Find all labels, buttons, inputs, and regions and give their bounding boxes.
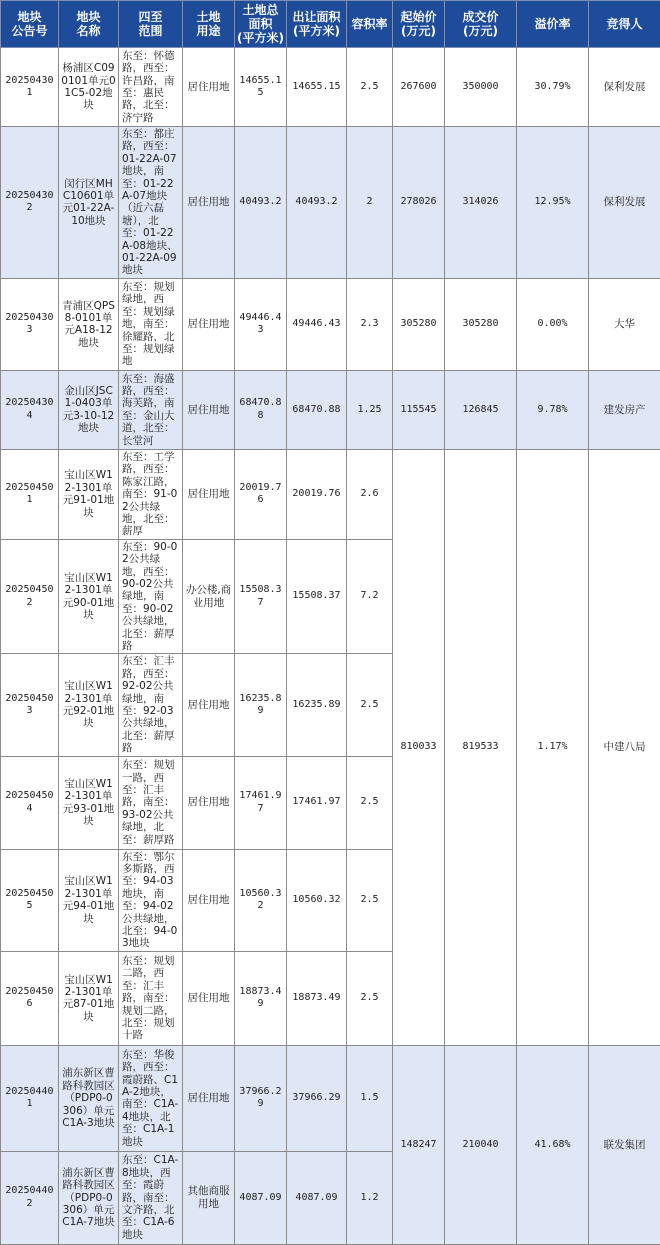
deal-price-cell: 314026 bbox=[445, 127, 517, 279]
total-area-cell: 18873.49 bbox=[235, 951, 287, 1045]
header-line: (万元) bbox=[447, 24, 514, 38]
boundaries-cell: 东至：海盛路，西至：海芙路，南至：金山大道，北至：长堂河 bbox=[119, 370, 183, 449]
winner-cell: 中建八局 bbox=[589, 449, 660, 1045]
header-line: 地块 bbox=[61, 10, 116, 24]
header-boundaries bbox=[119, 1, 183, 48]
announcement-no-cell: 202504504 bbox=[1, 756, 59, 849]
header-line: 容积率 bbox=[349, 17, 390, 31]
total-area-cell: 49446.43 bbox=[235, 278, 287, 370]
announcement-no-cell: 202504503 bbox=[1, 654, 59, 756]
transfer-area-cell: 15508.37 bbox=[287, 539, 347, 654]
premium-rate-cell: 0.00% bbox=[517, 278, 589, 370]
deal-price-cell: 350000 bbox=[445, 48, 517, 127]
announcement-no-cell: 202504301 bbox=[1, 48, 59, 127]
header-deal-price bbox=[445, 1, 517, 48]
header-line: 成交价 bbox=[447, 10, 514, 24]
announcement-no-cell: 202504506 bbox=[1, 951, 59, 1045]
winner-cell: 大华 bbox=[589, 278, 660, 370]
land-use-cell: 居住用地 bbox=[183, 449, 235, 539]
header-line: 名称 bbox=[61, 24, 116, 38]
header-line: 土地总 bbox=[237, 3, 284, 17]
parcel-name-cell: 宝山区W12-1301单元93-01地块 bbox=[59, 756, 119, 849]
boundaries-cell: 东至：规划二路，西至：汇丰路，南至：规划二路，北至：规划十路 bbox=[119, 951, 183, 1045]
far-cell: 1.5 bbox=[347, 1045, 393, 1151]
parcel-name-cell: 金山区JSC1-0403单元3-10-12地块 bbox=[59, 370, 119, 449]
parcel-name-cell: 杨浦区C090101单元01C5-02地块 bbox=[59, 48, 119, 127]
transfer-area-cell: 68470.88 bbox=[287, 370, 347, 449]
start-price-cell: 267600 bbox=[393, 48, 445, 127]
boundaries-cell: 东至：华俊路，西至：霞蔚路、C1A-2地块，南至：C1A-4地块，北至：C1A-1地块 bbox=[119, 1045, 183, 1151]
header-line: 溢价率 bbox=[519, 17, 586, 31]
header-start-price bbox=[393, 1, 445, 48]
boundaries-cell: 东至：汇丰路，西至：92-02公共绿地，南至：92-03公共绿地，北至：薪厚路 bbox=[119, 654, 183, 756]
winner-cell: 保利发展 bbox=[589, 48, 660, 127]
far-cell: 2.3 bbox=[347, 278, 393, 370]
winner-cell: 保利发展 bbox=[589, 127, 660, 279]
parcel-name-cell: 宝山区W12-1301单元92-01地块 bbox=[59, 654, 119, 756]
far-cell: 2.6 bbox=[347, 449, 393, 539]
parcel-name-cell: 宝山区W12-1301单元91-01地块 bbox=[59, 449, 119, 539]
parcel-name-cell: 闵行区MHC10601单元01-22A-10地块 bbox=[59, 127, 119, 279]
far-cell: 2.5 bbox=[347, 756, 393, 849]
table-row bbox=[1, 278, 660, 370]
transfer-area-cell: 4087.09 bbox=[287, 1151, 347, 1244]
boundaries-cell: 东至：90-02公共绿地，西至：90-02公共绿地，南至：90-02公共绿地，北至：薪厚路 bbox=[119, 539, 183, 654]
far-cell: 2.5 bbox=[347, 654, 393, 756]
start-price-cell: 305280 bbox=[393, 278, 445, 370]
header-transfer-area bbox=[287, 1, 347, 48]
far-cell: 2.5 bbox=[347, 48, 393, 127]
premium-rate-cell: 41.68% bbox=[517, 1045, 589, 1244]
winner-cell: 联发集团 bbox=[589, 1045, 660, 1244]
total-area-cell: 16235.89 bbox=[235, 654, 287, 756]
header-line: 土地 bbox=[185, 10, 232, 24]
header-line: (平方米) bbox=[237, 31, 284, 45]
header-line: 起始价 bbox=[395, 10, 442, 24]
premium-rate-cell: 30.79% bbox=[517, 48, 589, 127]
header-line: 用途 bbox=[185, 24, 232, 38]
header-line: 竞得人 bbox=[591, 17, 658, 31]
land-use-cell: 居住用地 bbox=[183, 951, 235, 1045]
land-use-cell: 居住用地 bbox=[183, 278, 235, 370]
transfer-area-cell: 49446.43 bbox=[287, 278, 347, 370]
deal-price-cell: 210040 bbox=[445, 1045, 517, 1244]
announcement-no-cell: 202504502 bbox=[1, 539, 59, 654]
header-line: 地块 bbox=[3, 10, 56, 24]
boundaries-cell: 东至：规划绿地，西至：规划绿地，南至：徐耀路，北至：规划绿地 bbox=[119, 278, 183, 370]
header-total-area bbox=[235, 1, 287, 48]
far-cell: 2.5 bbox=[347, 951, 393, 1045]
table-row bbox=[1, 1045, 660, 1151]
far-cell: 2.5 bbox=[347, 849, 393, 951]
header-land-use bbox=[183, 1, 235, 48]
start-price-cell: 115545 bbox=[393, 370, 445, 449]
header-far bbox=[347, 1, 393, 48]
parcel-name-cell: 宝山区W12-1301单元87-01地块 bbox=[59, 951, 119, 1045]
transfer-area-cell: 20019.76 bbox=[287, 449, 347, 539]
header-line: 四至 bbox=[121, 10, 180, 24]
parcel-name-cell: 浦东新区曹路科教园区（PDP0-0306）单元C1A-3地块 bbox=[59, 1045, 119, 1151]
land-use-cell: 居住用地 bbox=[183, 849, 235, 951]
announcement-no-cell: 202504302 bbox=[1, 127, 59, 279]
header-premium-rate bbox=[517, 1, 589, 48]
total-area-cell: 68470.88 bbox=[235, 370, 287, 449]
start-price-cell: 810033 bbox=[393, 449, 445, 1045]
total-area-cell: 10560.32 bbox=[235, 849, 287, 951]
far-cell: 2 bbox=[347, 127, 393, 279]
total-area-cell: 17461.97 bbox=[235, 756, 287, 849]
far-cell: 1.25 bbox=[347, 370, 393, 449]
transfer-area-cell: 37966.29 bbox=[287, 1045, 347, 1151]
total-area-cell: 4087.09 bbox=[235, 1151, 287, 1244]
transfer-area-cell: 16235.89 bbox=[287, 654, 347, 756]
total-area-cell: 14655.15 bbox=[235, 48, 287, 127]
land-use-cell: 居住用地 bbox=[183, 48, 235, 127]
parcel-name-cell: 浦东新区曹路科教园区（PDP0-0306）单元C1A-7地块 bbox=[59, 1151, 119, 1244]
boundaries-cell: 东至：工学路，西至：陈家江路，南至：91-02公共绿地，北至：薪厚 bbox=[119, 449, 183, 539]
premium-rate-cell: 1.17% bbox=[517, 449, 589, 1045]
winner-cell: 建发房产 bbox=[589, 370, 660, 449]
header-line: 范围 bbox=[121, 24, 180, 38]
header-parcel-name bbox=[59, 1, 119, 48]
boundaries-cell: 东至：怀德路，西至：许昌路，南至：惠民路，北至：济宁路 bbox=[119, 48, 183, 127]
far-cell: 7.2 bbox=[347, 539, 393, 654]
land-use-cell: 居住用地 bbox=[183, 370, 235, 449]
start-price-cell: 278026 bbox=[393, 127, 445, 279]
header-line: (万元) bbox=[395, 24, 442, 38]
start-price-cell: 148247 bbox=[393, 1045, 445, 1244]
table-row bbox=[1, 449, 660, 539]
parcel-name-cell: 宝山区W12-1301单元94-01地块 bbox=[59, 849, 119, 951]
parcel-name-cell: 宝山区W12-1301单元90-01地块 bbox=[59, 539, 119, 654]
boundaries-cell: 东至：鄂尔多斯路，西至：94-03地块，南至：94-02公共绿地，北至：94-03地块 bbox=[119, 849, 183, 951]
transfer-area-cell: 10560.32 bbox=[287, 849, 347, 951]
announcement-no-cell: 202504304 bbox=[1, 370, 59, 449]
boundaries-cell: 东至：都庄路，西至：01-22A-07地块，南至：01-22A-07地块（近六磊塘），北至：01-22A-08地块、01-22A-09地块 bbox=[119, 127, 183, 279]
header-line: 出让面积 bbox=[289, 10, 344, 24]
header-line: (平方米) bbox=[289, 24, 344, 38]
premium-rate-cell: 12.95% bbox=[517, 127, 589, 279]
announcement-no-cell: 202504401 bbox=[1, 1045, 59, 1151]
transfer-area-cell: 17461.97 bbox=[287, 756, 347, 849]
header-announcement-no bbox=[1, 1, 59, 48]
total-area-cell: 20019.76 bbox=[235, 449, 287, 539]
table-row bbox=[1, 370, 660, 449]
transfer-area-cell: 14655.15 bbox=[287, 48, 347, 127]
land-use-cell: 居住用地 bbox=[183, 1045, 235, 1151]
land-use-cell: 居住用地 bbox=[183, 756, 235, 849]
total-area-cell: 37966.29 bbox=[235, 1045, 287, 1151]
announcement-no-cell: 202504303 bbox=[1, 278, 59, 370]
announcement-no-cell: 202504402 bbox=[1, 1151, 59, 1244]
deal-price-cell: 305280 bbox=[445, 278, 517, 370]
boundaries-cell: 东至：C1A-8地块，西至：霞蔚路，南至：文齐路，北至：C1A-6地块 bbox=[119, 1151, 183, 1244]
land-use-cell: 居住用地 bbox=[183, 654, 235, 756]
announcement-no-cell: 202504501 bbox=[1, 449, 59, 539]
header-line: 面积 bbox=[237, 17, 284, 31]
boundaries-cell: 东至：规划一路，西至：汇丰路，南至：93-02公共绿地，北至：薪厚路 bbox=[119, 756, 183, 849]
header-winner bbox=[589, 1, 660, 48]
parcel-name-cell: 青浦区QPS8-0101单元A18-12地块 bbox=[59, 278, 119, 370]
land-use-cell: 其他商服用地 bbox=[183, 1151, 235, 1244]
header-row bbox=[1, 1, 660, 48]
far-cell: 1.2 bbox=[347, 1151, 393, 1244]
header-line: 公告号 bbox=[3, 24, 56, 38]
land-use-cell: 居住用地 bbox=[183, 127, 235, 279]
transfer-area-cell: 40493.2 bbox=[287, 127, 347, 279]
table-row bbox=[1, 127, 660, 279]
total-area-cell: 40493.2 bbox=[235, 127, 287, 279]
total-area-cell: 15508.37 bbox=[235, 539, 287, 654]
table-row bbox=[1, 48, 660, 127]
premium-rate-cell: 9.78% bbox=[517, 370, 589, 449]
land-use-cell: 办公楼,商业用地 bbox=[183, 539, 235, 654]
deal-price-cell: 819533 bbox=[445, 449, 517, 1045]
announcement-no-cell: 202504505 bbox=[1, 849, 59, 951]
deal-price-cell: 126845 bbox=[445, 370, 517, 449]
transfer-area-cell: 18873.49 bbox=[287, 951, 347, 1045]
